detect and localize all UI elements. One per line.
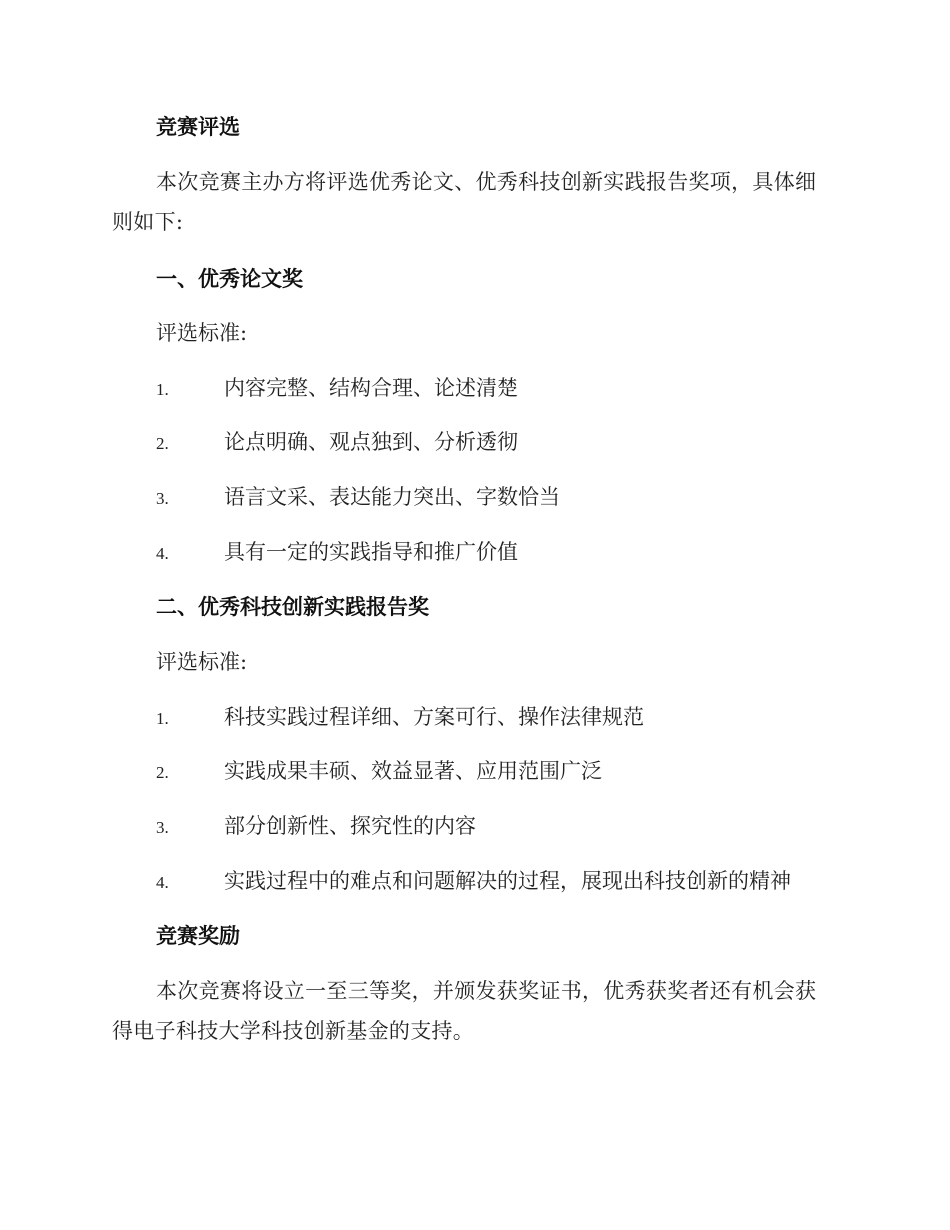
list-item	[156, 751, 950, 793]
list-item-number: 4.	[156, 544, 169, 563]
criteria-label: 评选标准:	[156, 321, 248, 345]
list-item	[156, 806, 950, 848]
list-item-number: 3.	[156, 818, 169, 837]
list-item-number: 2.	[156, 763, 169, 782]
section-heading-competition-selection: 竞赛评选	[156, 114, 240, 139]
list-item-number: 4.	[156, 873, 169, 892]
intro-paragraph: 本次竞赛主办方将评选优秀论文、优秀科技创新实践报告奖项，具体细则如下:	[112, 170, 817, 234]
list-item	[156, 697, 950, 739]
list-item-text: 具有一定的实践指导和推广价值	[224, 540, 518, 564]
list-item	[156, 477, 950, 519]
list-item-text: 部分创新性、探究性的内容	[224, 814, 476, 838]
award-heading-excellent-paper: 一、优秀论文奖	[156, 266, 303, 291]
list-item-text: 实践成果丰硕、效益显著、应用范围广泛	[224, 759, 602, 783]
rewards-paragraph: 本次竞赛将设立一至三等奖，并颁发获奖证书，优秀获奖者还有机会获得电子科技大学科技创新基金的支持。	[112, 979, 817, 1043]
list-item-number: 2.	[156, 434, 169, 453]
criteria-label: 评选标准:	[156, 650, 248, 674]
list-item-text: 语言文采、表达能力突出、字数恰当	[224, 485, 560, 509]
list-item	[156, 532, 950, 574]
list-item-number: 1.	[156, 380, 169, 399]
list-item	[156, 861, 950, 903]
list-item	[156, 422, 950, 464]
list-item-text: 内容完整、结构合理、论述清楚	[224, 376, 518, 400]
award-heading-tech-innovation-report: 二、优秀科技创新实践报告奖	[156, 594, 429, 619]
list-item-number: 3.	[156, 489, 169, 508]
list-item	[156, 368, 950, 410]
list-item-text: 科技实践过程详细、方案可行、操作法律规范	[224, 705, 644, 729]
list-item-number: 1.	[156, 709, 169, 728]
section-heading-competition-rewards: 竞赛奖励	[156, 923, 240, 948]
list-item-text: 论点明确、观点独到、分析透彻	[224, 430, 518, 454]
list-item-text: 实践过程中的难点和问题解决的过程，展现出科技创新的精神	[224, 869, 791, 893]
